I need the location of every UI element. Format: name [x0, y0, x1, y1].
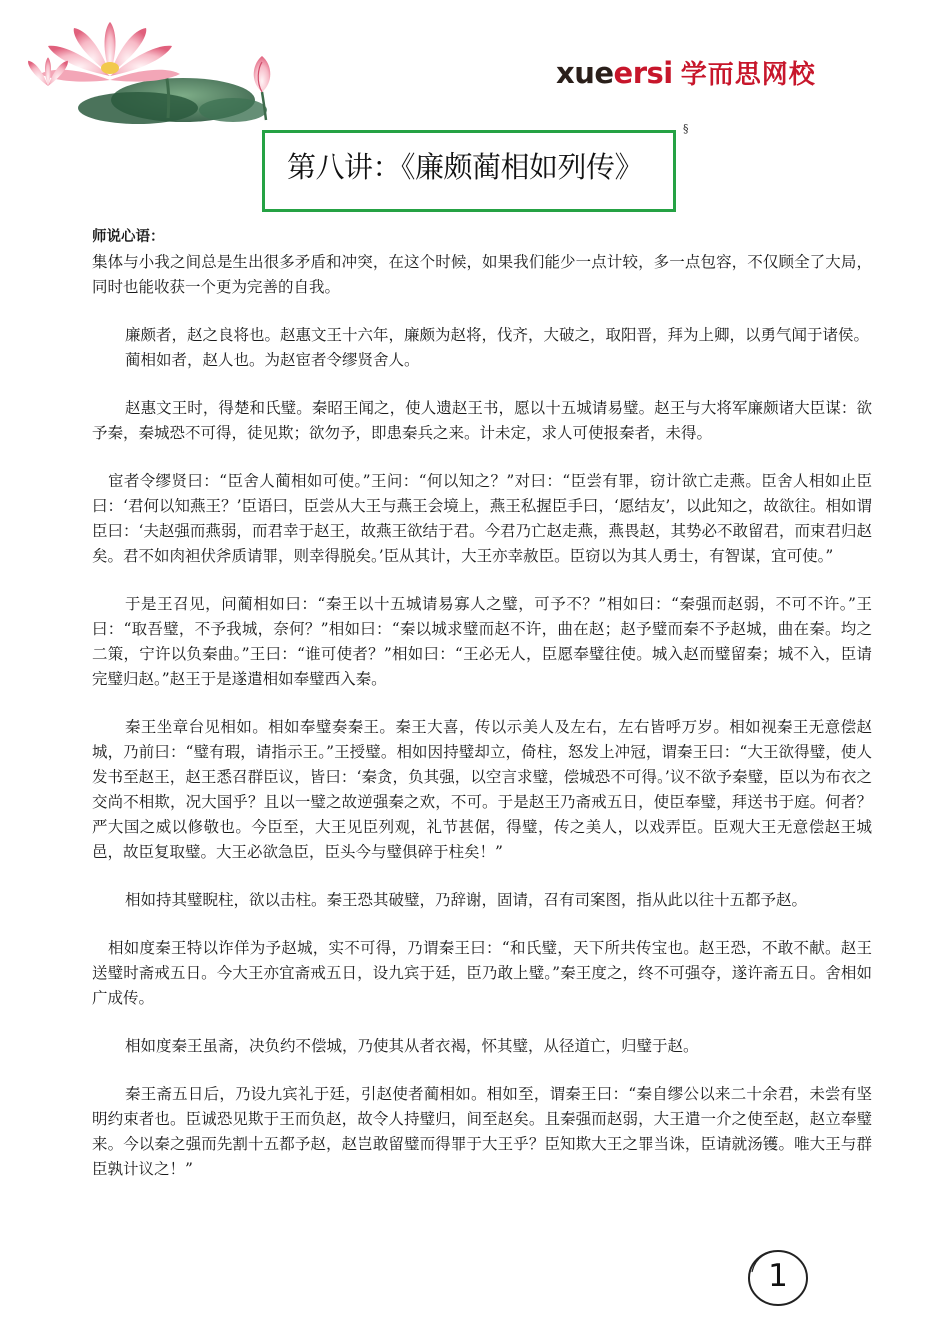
paragraph: 赵惠文王时，得楚和氏璧。秦昭王闻之，使人遗赵王书，愿以十五城请易璧。赵王与大将军廉颇诸大臣谋：欲予秦，秦城恐不可得，徒见欺；欲勿予，即患秦兵之来。计未定，求人可使报秦者，未得。: [92, 399, 872, 442]
spacer: [92, 1011, 872, 1034]
spacer: [92, 1059, 872, 1082]
paragraph: 秦王斋五日后，乃设九宾礼于廷，引赵使者蔺相如。相如至，谓秦王曰：“秦自缪公以来二十余君，未尝有坚明约束者也。臣诚恐见欺于王而负赵，故令人持璧归，间至赵矣。且秦强而赵弱，大王遣一介之使至赵，赵立奉璧来。今以秦之强而先割十五都予赵，赵岂敢留璧而得罪于大王乎？臣知欺大王之罪当诛，臣请就汤镬。唯大王与群臣孰计议之！”: [92, 1085, 872, 1178]
teacher-note-heading: 师说心语：: [92, 229, 165, 245]
logo-latin: [556, 56, 673, 90]
paragraph: 秦王坐章台见相如。相如奉璧奏秦王。秦王大喜，传以示美人及左右，左右皆呼万岁。相如视秦王无意偿赵城，乃前曰：“璧有瑕，请指示王。”王授璧。相如因持璧却立，倚柱，怒发上冲冠，谓秦王曰：“大王欲得璧，使人发书至赵王，赵王悉召群臣议，皆曰：‘秦贪，负其强，以空言求璧，偿城恐不可得。’议不欲予秦璧，臣以为布衣之交尚不相欺，况大国乎？且以一璧之故逆强秦之欢，不可。于是赵王乃斋戒五日，使臣奉璧，拜送书于庭。何者？严大国之威以修敬也。今臣至，大王见臣列观，礼节甚倨，得璧，传之美人，以戏弄臣。臣观大王无意偿赵王城邑，故臣复取璧。大王必欲急臣，臣头今与璧俱碎于柱矣！”: [92, 718, 872, 861]
spacer: [92, 569, 872, 592]
logo-latin-dark: xue: [556, 56, 614, 90]
spacer: [92, 913, 872, 936]
teacher-note-text: 集体与小我之间总是生出很多矛盾和冲突，在这个时候，如果我们能少一点计较，多一点包容，不仅顾全了大局，同时也能收获一个更为完善的自我。: [92, 253, 872, 296]
paragraph: 廉颇者，赵之良将也。赵惠文王十六年，廉颇为赵将，伐齐，大破之，取阳晋，拜为上卿，以勇气闻于诸侯。: [125, 326, 870, 344]
paragraph: 蔺相如者，赵人也。为赵宦者令缪贤舍人。: [125, 351, 420, 369]
logo-chinese: 学而思网校: [680, 60, 816, 90]
paragraph: 相如度秦王特以诈佯为予赵城，实不可得，乃谓秦王曰：“和氏璧，天下所共传宝也。赵王恐，不敢不献。赵王送璧时斋戒五日。今大王亦宜斋戒五日，设九宾于廷，臣乃敢上璧。”秦王度之，终不可强夺，遂许斋五日。舍相如广成传。: [92, 939, 872, 1007]
lecture-title: 第八讲：《廉颇蔺相如列传》: [287, 150, 644, 184]
section-mark: §: [683, 122, 689, 135]
article-content: [92, 226, 872, 1182]
brand-logo: [556, 54, 816, 94]
spacer: [92, 373, 872, 396]
spacer: [92, 692, 872, 715]
paragraph: 相如度秦王虽斋，决负约不偿城，乃使其从者衣褐，怀其璧，从径道亡，归璧于赵。: [125, 1037, 699, 1055]
logo-latin-red: ersi: [613, 56, 673, 90]
lotus-illustration: [18, 22, 290, 124]
spacer: [92, 300, 872, 323]
page-number-badge: [746, 1248, 810, 1308]
paragraph: 于是王召见，问蔺相如曰：“秦王以十五城请易寡人之璧，可予不？”相如曰：“秦强而赵弱，不可不许。”王曰：“取吾璧，不予我城，奈何？”相如曰：“秦以城求璧而赵不许，曲在赵；赵予璧而秦不予赵城，曲在秦。均之二策，宁许以负秦曲。”王曰：“谁可使者？”相如曰：“王必无人，臣愿奉璧往使。城入赵而璧留秦；城不入，臣请完璧归赵。”赵王于是遂遣相如奉璧西入秦。: [92, 595, 872, 688]
lecture-title-box: [262, 130, 676, 212]
spacer: [92, 865, 872, 888]
paragraph: 宦者令缪贤曰：“臣舍人蔺相如可使。”王问：“何以知之？”对曰：“臣尝有罪，窃计欲亡走燕。臣舍人相如止臣曰：‘君何以知燕王？’臣语曰，臣尝从大王与燕王会境上，燕王私握臣手曰，‘愿结友’，以此知之，故欲往。相如谓臣曰：‘夫赵强而燕弱，而君幸于赵王，故燕王欲结于君。今君乃亡赵走燕，燕畏赵，其势必不敢留君，而束君归赵矣。君不如肉袒伏斧质请罪，则幸得脱矣。’臣从其计，大王亦幸赦臣。臣窃以为其人勇士，有智谋，宜可使。”: [92, 472, 872, 565]
page-number: 1: [768, 1258, 788, 1294]
spacer: [92, 446, 872, 469]
paragraph: 相如持其璧睨柱，欲以击柱。秦王恐其破璧，乃辞谢，固请，召有司案图，指从此以往十五都予赵。: [125, 891, 808, 909]
